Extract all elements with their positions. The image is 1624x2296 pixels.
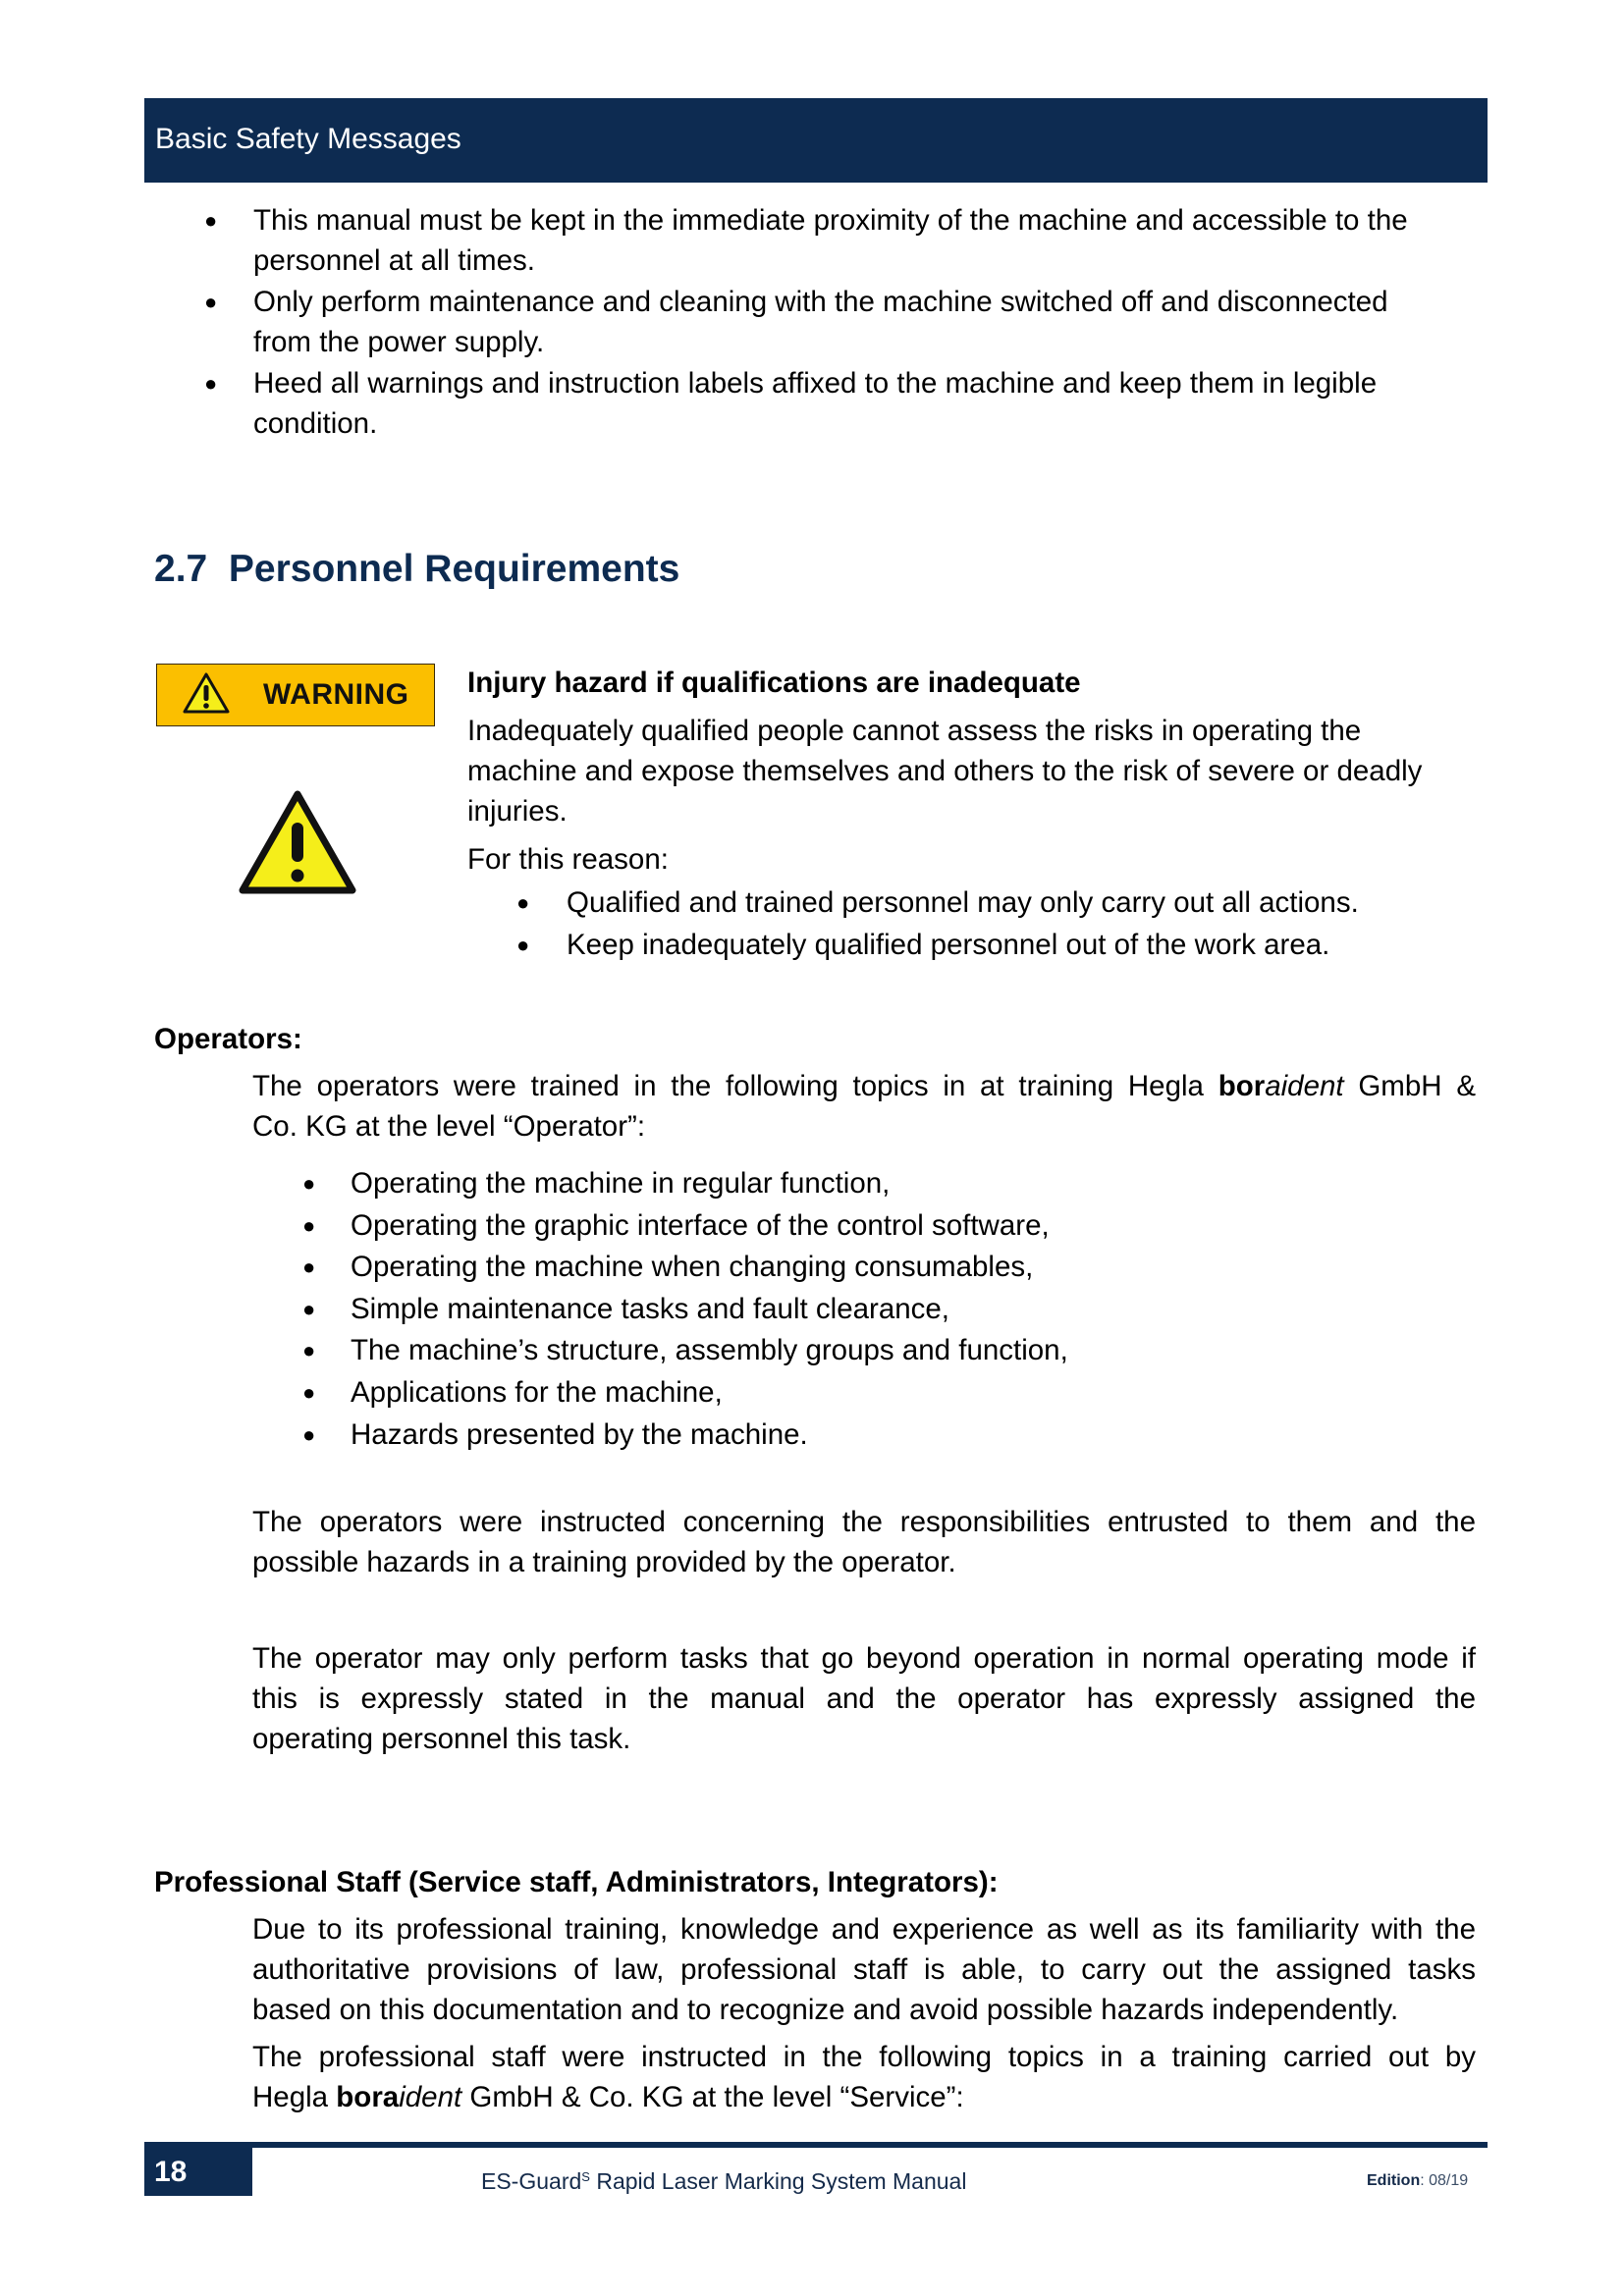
text-run: Rapid Laser Marking System Manual xyxy=(589,2168,967,2194)
brand-bold: bor xyxy=(1218,1070,1266,1102)
operators-heading: Operators: xyxy=(154,1023,302,1055)
footer-edition xyxy=(1367,2170,1468,2192)
list-item-line: Heed all warnings and instruction labels affixed to the machine and keep them in legible xyxy=(253,367,1378,400)
bullet-icon: ● xyxy=(204,208,218,233)
operators-para1-line: possible hazards in a training provided by the operator. xyxy=(252,1546,956,1578)
bullet-icon: ● xyxy=(516,933,530,957)
warning-body-line: Inadequately qualified people cannot assess the risks in operating the xyxy=(467,715,1362,747)
brand-italic: ident xyxy=(399,2081,462,2113)
list-item: Operating the machine in regular function, xyxy=(351,1167,891,1200)
brand-italic: aident xyxy=(1265,1070,1344,1102)
warning-body-line: injuries. xyxy=(467,795,568,828)
bullet-icon: ● xyxy=(302,1338,316,1362)
section-title: Personnel Requirements xyxy=(228,548,680,590)
list-item: Applications for the machine, xyxy=(351,1376,723,1409)
bullet-icon: ● xyxy=(204,290,218,314)
bullet-icon: ● xyxy=(302,1171,316,1196)
operators-para2-line: operating personnel this task. xyxy=(252,1723,631,1755)
bullet-icon: ● xyxy=(302,1213,316,1238)
bullet-icon: ● xyxy=(302,1255,316,1279)
warning-reason-label: For this reason: xyxy=(467,843,669,876)
list-item: Operating the machine when changing consumables, xyxy=(351,1251,1034,1283)
bullet-icon: ● xyxy=(204,371,218,396)
chapter-title: Basic Safety Messages xyxy=(155,123,461,155)
text-run: Hegla xyxy=(252,2081,337,2113)
text-run: GmbH & xyxy=(1343,1070,1476,1102)
text-run: The operators were trained in the following topics in at training Hegla xyxy=(252,1070,1218,1102)
warning-bullet: Qualified and trained personnel may only carry out all actions. xyxy=(567,886,1359,919)
list-item: The machine’s structure, assembly groups and function, xyxy=(351,1334,1068,1366)
list-item: Operating the graphic interface of the control software, xyxy=(351,1209,1050,1242)
list-item-line: condition. xyxy=(253,407,378,440)
section-heading xyxy=(154,545,679,594)
warning-body-line: machine and expose themselves and others to the risk of severe or deadly xyxy=(467,755,1423,787)
list-item-line: personnel at all times. xyxy=(253,244,535,277)
edition-label: Edition xyxy=(1367,2172,1421,2189)
text-run: GmbH & Co. KG at the level “Service”: xyxy=(461,2081,964,2113)
superscript: S xyxy=(581,2169,590,2184)
professional-para2-line xyxy=(252,2077,964,2117)
edition-value: : 08/19 xyxy=(1420,2172,1469,2189)
list-item-line: This manual must be kept in the immediate proximity of the machine and accessible to the xyxy=(253,204,1408,237)
warning-title: Injury hazard if qualifications are inadequate xyxy=(467,667,1081,699)
warning-label: WARNING xyxy=(263,678,409,711)
text-run: ES-Guard xyxy=(481,2168,582,2194)
section-number: 2.7 xyxy=(154,548,208,590)
brand-bold: bora xyxy=(336,2081,400,2113)
operators-para2-line: this is expressly stated in the manual and the operator has expressly assigned the xyxy=(252,1682,1476,1715)
list-item-line: from the power supply. xyxy=(253,326,545,358)
professional-para1-line: authoritative provisions of law, professional staff is able, to carry out the assigned tasks xyxy=(252,1953,1476,1986)
professional-heading: Professional Staff (Service staff, Administrators, Integrators): xyxy=(154,1866,999,1898)
warning-bullet: Keep inadequately qualified personnel out of the work area. xyxy=(567,929,1330,961)
list-item: Simple maintenance tasks and fault clearance, xyxy=(351,1293,950,1325)
operators-intro-line xyxy=(252,1066,1476,1106)
operators-intro-line: Co. KG at the level “Operator”: xyxy=(252,1110,646,1143)
professional-para1-line: Due to its professional training, knowledge and experience as well as its familiarity with the xyxy=(252,1913,1476,1946)
footer-rule xyxy=(144,2142,1488,2148)
list-item: Hazards presented by the machine. xyxy=(351,1418,808,1451)
operators-para1-line: The operators were instructed concerning the responsibilities entrusted to them and the xyxy=(252,1506,1476,1538)
bullet-icon: ● xyxy=(302,1422,316,1447)
bullet-icon: ● xyxy=(302,1297,316,1321)
bullet-icon: ● xyxy=(516,890,530,915)
warning-small-triangle-icon xyxy=(182,671,231,715)
footer-doc-title xyxy=(481,2167,966,2195)
list-item-line: Only perform maintenance and cleaning with the machine switched off and disconnected xyxy=(253,286,1388,318)
operators-para2-line: The operator may only perform tasks that go beyond operation in normal operating mode if xyxy=(252,1642,1476,1675)
page-number: 18 xyxy=(154,2156,188,2188)
bullet-icon: ● xyxy=(302,1380,316,1405)
professional-para2-line: The professional staff were instructed in the following topics in a training carried out by xyxy=(252,2041,1476,2073)
professional-para1-line: based on this documentation and to recognize and avoid possible hazards independently. xyxy=(252,1994,1399,2026)
warning-triangle-icon xyxy=(238,789,357,895)
